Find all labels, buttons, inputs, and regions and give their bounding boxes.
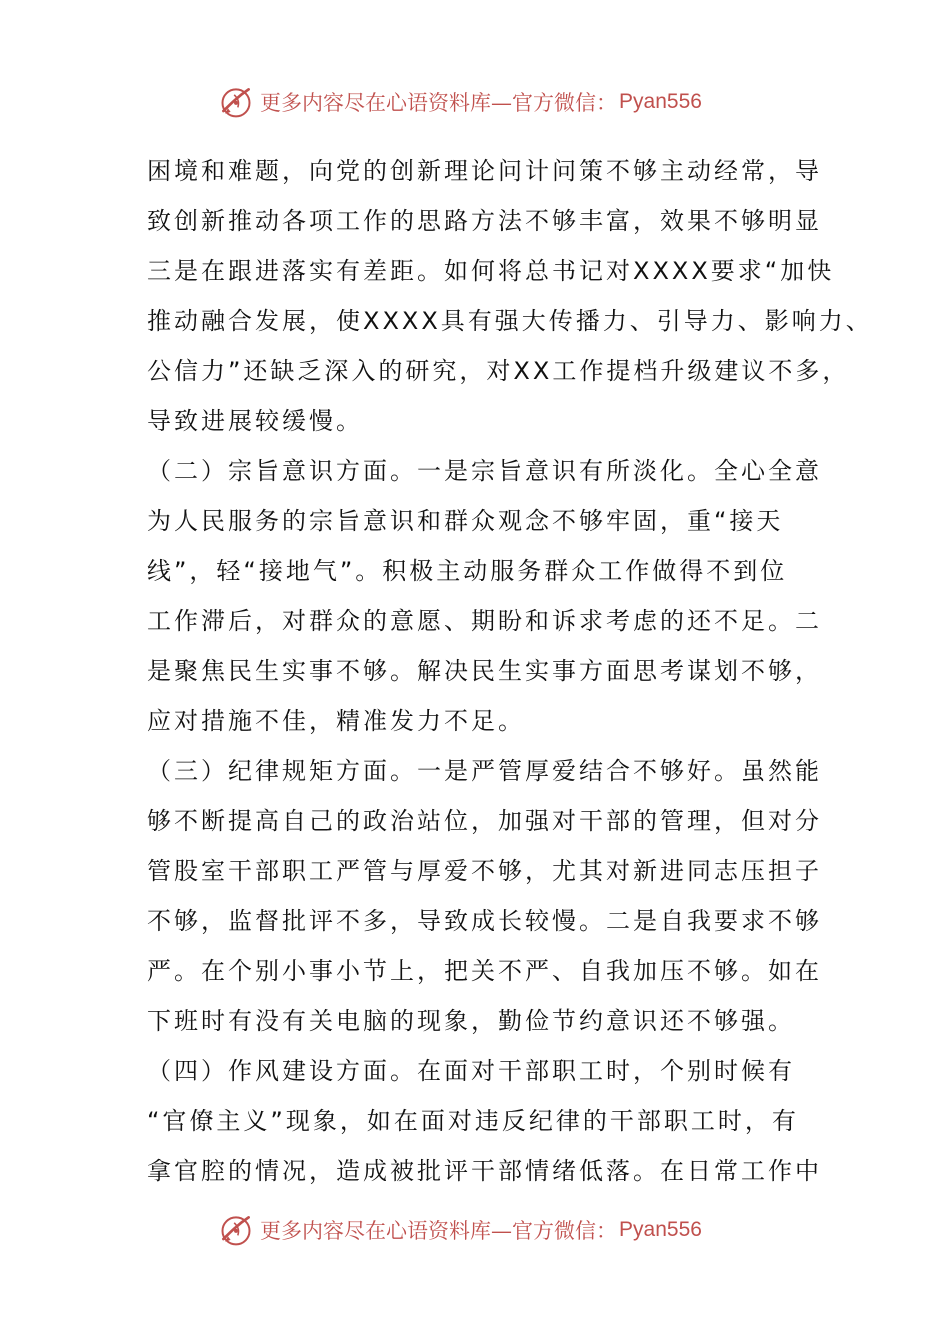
body-line: 线”，轻“接地气”。积极主动服务群众工作做得不到位 [147,557,788,585]
body-line: 应对措施不佳，精准发力不足。 [147,707,525,735]
body-line: 为人民服务的宗旨意识和群众观念不够牢固，重“接天 [147,507,784,535]
body-line: 三是在跟进落实有差距。如何将总书记对XXXX要求“加快 [147,257,835,285]
body-line: 困境和难题，向党的创新理论问计问策不够主动经常，导 [147,157,822,185]
body-line: 严。在个别小事小节上，把关不严、自我加压不够。如在 [147,957,822,985]
body-line: 拿官腔的情况，造成被批评干部情绪低落。在日常工作中 [147,1157,822,1185]
body-line: 够不断提高自己的政治站位，加强对干部的管理，但对分 [147,807,822,835]
watermark-wechat-id: Pyan556 [619,90,702,113]
body-line: 导致进展较缓慢。 [147,407,363,435]
body-line: 工作滞后，对群众的意愿、期盼和诉求考虑的还不足。二 [147,607,822,635]
body-line: 管股室干部职工严管与厚爱不够，尤其对新进同志压担子 [147,857,822,885]
body-line: 公信力”还缺乏深入的研究，对XX工作提档升级建议不多， [147,357,850,385]
watermark-text: 更多内容尽在心语资料库—官方微信： [260,1219,618,1243]
pen-circle-logo-icon [218,1212,254,1248]
body-line: （三）纪律规矩方面。一是严管厚爱结合不够好。虽然能 [147,757,822,785]
pen-circle-logo-icon [218,84,254,120]
watermark-wechat-id: Pyan556 [619,1218,702,1241]
body-line: 推动融合发展，使XXXX具有强大传播力、引导力、影响力、 [147,307,873,335]
document-body [147,146,873,1196]
body-line: 下班时有没有关电脑的现象，勤俭节约意识还不够强。 [147,1007,795,1035]
body-line: “官僚主义”现象，如在面对违反纪律的干部职工时，有 [147,1107,799,1135]
footer-watermark [0,1210,950,1250]
body-line: 不够，监督批评不多，导致成长较慢。二是自我要求不够 [147,907,822,935]
header-watermark [0,82,950,122]
body-line: （二）宗旨意识方面。一是宗旨意识有所淡化。全心全意 [147,457,822,485]
body-line: （四）作风建设方面。在面对干部职工时，个别时候有 [147,1057,795,1085]
body-line: 致创新推动各项工作的思路方法不够丰富，效果不够明显 [147,207,822,235]
body-line: 是聚焦民生实事不够。解决民生实事方面思考谋划不够， [147,657,822,685]
watermark-text: 更多内容尽在心语资料库—官方微信： [260,91,618,115]
